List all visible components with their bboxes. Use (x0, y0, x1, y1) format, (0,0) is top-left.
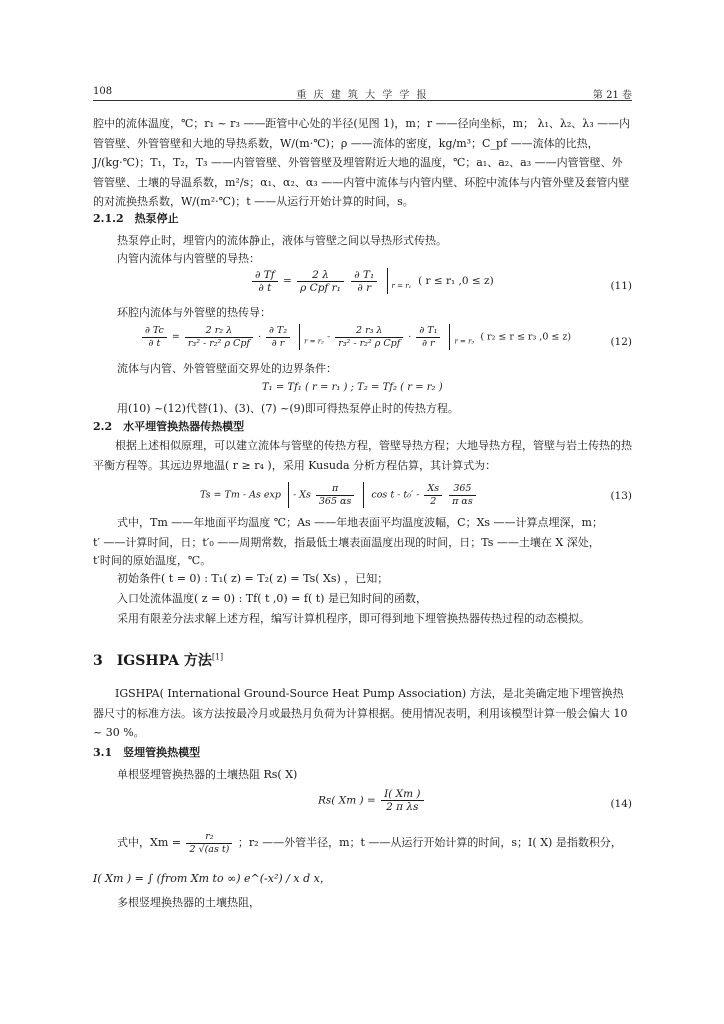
equation-number: (12) (610, 336, 632, 348)
heading-2-1-2: 2.1.2 热泵停止 (93, 212, 179, 225)
heading-2-2: 2.2 水平埋管换热器传热模型 (93, 420, 245, 433)
paragraph: 式中，Tm ——年地面平均温度 ℃；As ——年地表面平均温度波幅，C；Xs ——计算点埋深，m； (117, 516, 603, 529)
equation-number: (14) (610, 798, 632, 810)
equation-13: Ts = Tm - As exp - Xs $\frac{\pi}{365 \alpha s}$ cos t - t₀′ - $\frac{Xs}{2}$ $\frac{365}{\text{π αs}}$ (200, 482, 478, 508)
paragraph: 式中，Xm = $\frac{\text{r₂}}{\text{2 √(as t)}}$ ；r₂ ——外管半径，m；t ——从运行开始计算的时间，s；I( X) 是指数积分， (117, 830, 622, 855)
boundary-conditions: T₁ = Tf₁ ( r = r₁ ) ; T₂ = Tf₂ ( r = r₂ ) (262, 382, 443, 393)
citation: [1] (211, 652, 224, 662)
volume-label: 第 21 卷 (592, 90, 632, 101)
paragraph: 环腔内流体与外管壁的热传导： (117, 306, 271, 319)
paragraph: 多根竖埋换热器的土壤热阻， (117, 896, 260, 909)
initial-condition: 初始条件( t = 0) : T₁( z) = T₂( z) = Ts( Xs) ，已知； (117, 572, 389, 585)
running-header (93, 86, 632, 101)
equation-14: Rs( Xm ) = $\frac{I( Xm )}{\text{2 π λs}}$ (318, 788, 426, 813)
paragraph: 内管内流体与内管壁的导热： (117, 252, 260, 265)
heading-3-1: 3.1 竖埋管换热模型 (93, 746, 201, 759)
fraction: $\frac{2 \lambda}{\text{ρ Cpf r₁}}$ (297, 269, 344, 294)
fraction: $\frac{\partial Tf}{\partial t}$ (252, 269, 278, 294)
paragraph: 热泵停止时，埋管内的流体静止，液体与管壁之间以导热形式传热。 (117, 234, 447, 247)
paragraph: 根据上述相似原理，可以建立流体与管壁的传热方程，管壁导热方程；大地导热方程，管壁与岩土传热的热平衡方程等。其远边界地温( r ≥ r₄ )，采用 Kusuda 分析方程估算，其计算式为： (93, 439, 632, 472)
equation-11: $\frac{\partial Tf}{\partial t}$ = $\frac{2 \lambda}{\text{ρ Cpf r₁}}$ $\frac{\text{∂ T₁}}{\partial r}$ $_{r = r_1}$ ( r ≤ r₁ ,0 ≤ z) (250, 268, 494, 294)
paragraph: 流体与内管、外管管壁面交界处的边界条件： (117, 362, 337, 375)
paragraph: 采用有限差分法求解上述方程，编写计算机程序，即可得到地下埋管换热器传热过程的动态模拟。 (117, 612, 590, 625)
heading-3: 3 IGSHPA 方法[1] (93, 652, 224, 669)
nomenclature-paragraph: 腔中的流体温度，℃；r₁ ~ r₃ ——距管中心处的半径(见图 1)，m；r ——径向坐标，m； λ₁、λ₂、λ₃ ——内管管壁、外管管壁和大地的导热系数，W/(m·℃)；ρ ——流体的密度，kg/m³；C_pf ——流体的比热，J/(kg·℃)；T₁，T₂，T₃ ——内管管壁、外管管壁及埋管附近大地的温度，℃；a₁、a₂、a₃ ——内管管壁、外管管壁、土壤的导温系数，m²/s；α₁、α₂、α₃ ——内管中流体与内管内壁、环腔中流体与内管外壁及套管内壁的对流换热系数，W/(m²·℃)；t ——从运行开始计算的时间，s。 (93, 117, 631, 208)
equation-number: (13) (610, 490, 632, 502)
equation-number: (11) (610, 280, 632, 292)
fraction: $\frac{\text{∂ T₁}}{\partial r}$ (351, 269, 377, 294)
paragraph: t′ ——计算时间，日；t′₀ ——周期常数，指最低土壤表面温度出现的时间，日；Ts ——土壤在 X 深处， (93, 536, 600, 549)
paragraph: IGSHPA( International Ground-Source Heat Pump Association) 方法，是北美确定地下埋管换热器尺寸的标准方法。该方法按最冷月或最热月负荷为计算根据。使用情况表明，利用该模型计算一般会偏大 10 ~ 30 %。 (93, 687, 628, 739)
journal-title: 重 庆 建 筑 大 学 学 报 (296, 90, 429, 101)
paragraph: 用(10) ~(12)代替(1)、(3)、(7) ~(9)即可得热泵停止时的传热方程。 (117, 402, 459, 415)
paragraph: t′时间的原始温度，℃。 (93, 554, 212, 567)
equation-12: $\frac{\partial Tc}{\partial t}$ = $\frac{\text{2 r₂ λ}}{\text{r₃² - r₂² ρ Cpf}}$ · $\frac{\text{∂ T₂}}{\partial r}$ $_{r = r_2}$ - $\frac{\text{2 r₃ λ}}{\text{r₃² - r₂² ρ Cpf}}$ · $\frac{\text{∂ T₁}}{\partial r}$ $_{r = r_3}$ ( r₂ ≤ r ≤ r₃ ,0 ≤ z) (140, 324, 571, 350)
inlet-condition: 入口处流体温度( z = 0) : Tf( t ,0) = f( t) 是已知时间的函数， (117, 592, 427, 605)
exponential-integral: I( Xm ) = ∫ (from Xm to ∞) e^(-x²) / x d x， (93, 872, 331, 885)
paragraph: 单根竖埋管换热器的土壤热阻 Rs( X) (117, 768, 298, 781)
page-number: 108 (93, 86, 113, 97)
